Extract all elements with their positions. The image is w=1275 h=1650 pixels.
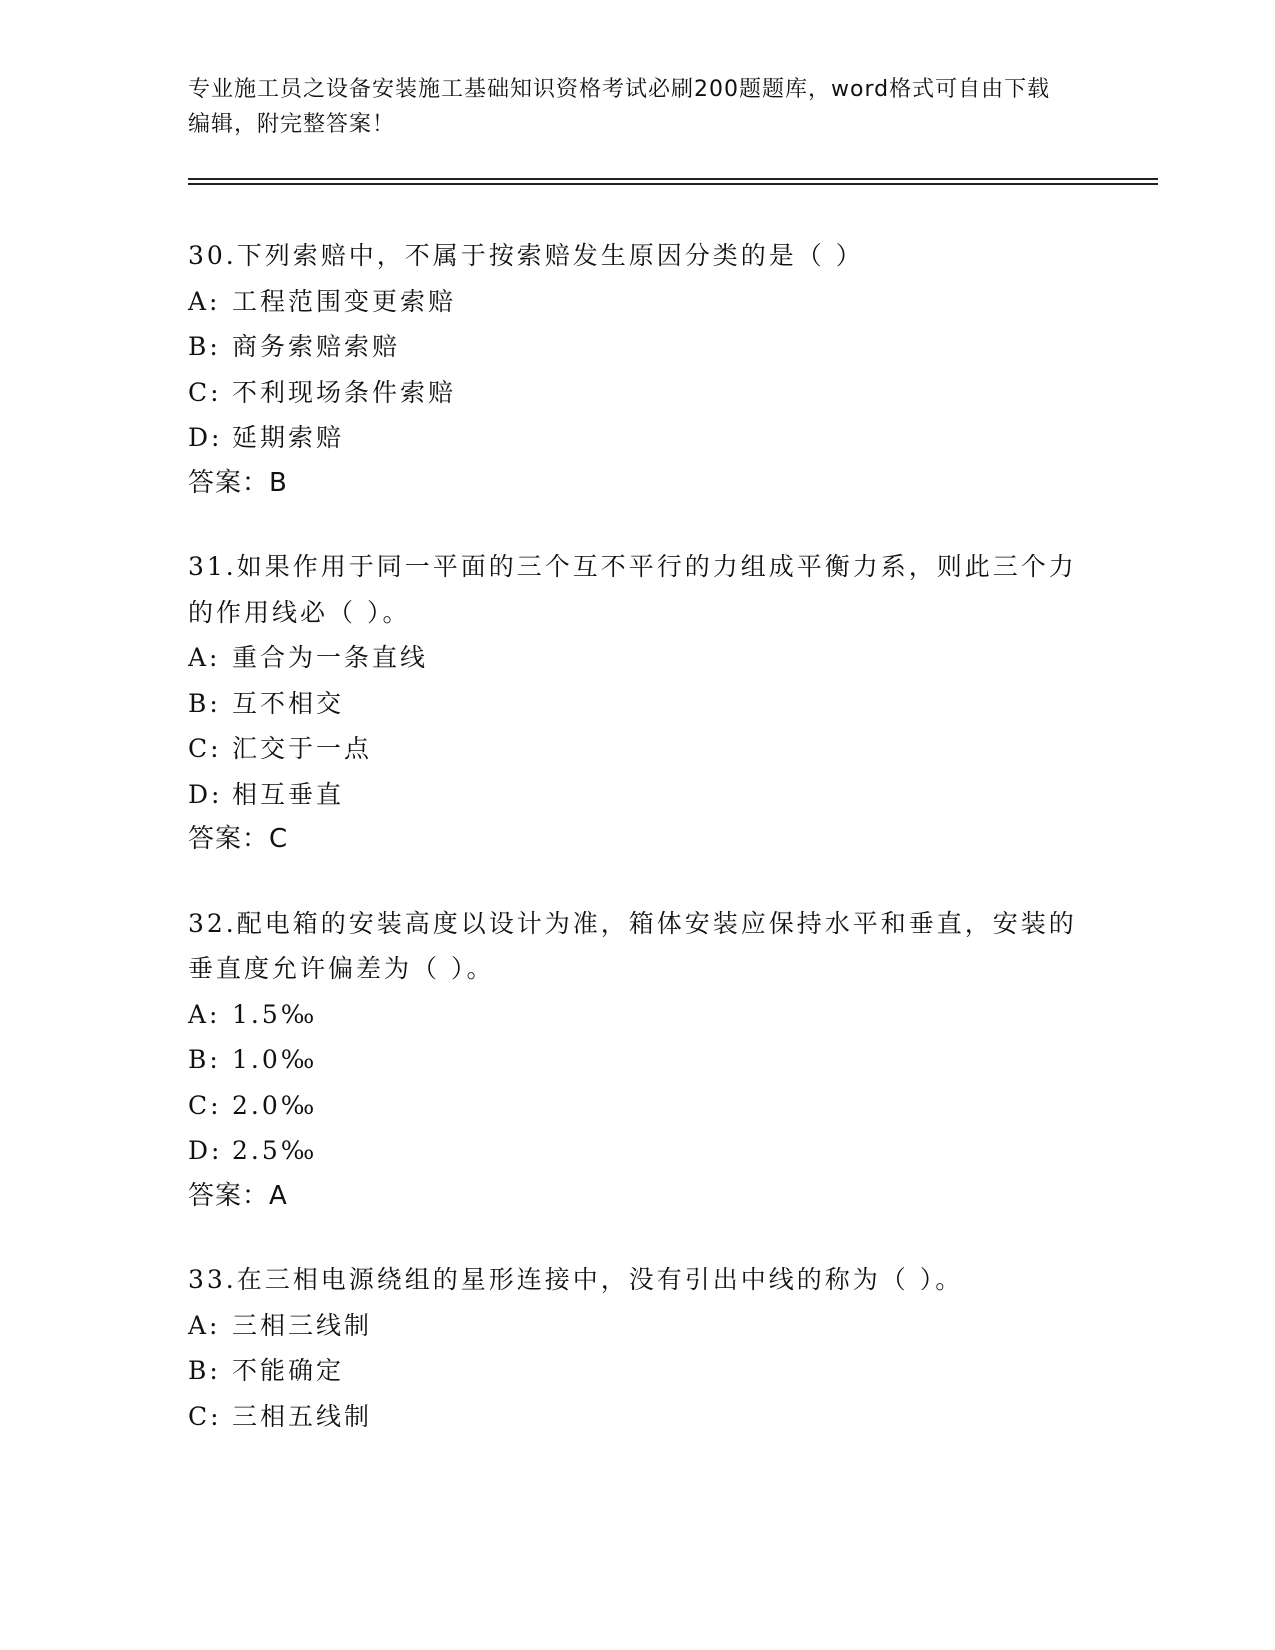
option-c [188,370,1088,416]
option-text: 1.5‰ [232,999,318,1029]
question-30 [188,233,1088,506]
option-key: A: [188,999,221,1029]
option-text: 三相五线制 [232,1401,373,1431]
option-text: 互不相交 [232,688,345,718]
option-text: 重合为一条直线 [232,643,429,672]
question-list [188,233,1088,1477]
option-text: 不利现场条件索赔 [232,377,457,407]
question-stem: 33.在三相电源绕组的星形连接中，没有引出中线的称为（ ）。 [188,1265,964,1294]
question-33 [188,1257,1088,1439]
option-c [188,1083,1088,1129]
option-text: 工程范围变更索赔 [232,286,457,316]
question-stem: 31.如果作用于同一平面的三个互不平行的力组成平衡力系，则此三个力的作用线必（ ）。 [188,552,1077,627]
option-text: 不能确定 [232,1356,345,1385]
option-c [188,726,1088,772]
option-b [188,324,1088,370]
option-key: C: [188,1401,222,1431]
option-key: B: [188,1356,221,1385]
option-key: C: [188,734,222,763]
option-text: 1.0‰ [232,1045,318,1074]
option-b [188,1348,1088,1394]
option-text: 2.5‰ [232,1136,318,1165]
answer-label: 答案：B [188,467,288,498]
option-d [188,1128,1088,1174]
header-rule-top [188,178,1158,180]
option-a [188,992,1088,1038]
option-d [188,415,1088,461]
option-key: A: [188,286,221,316]
option-key: D: [188,779,223,809]
question-31 [188,544,1088,863]
question-stem: 32.配电箱的安装高度以设计为准，箱体安装应保持水平和垂直，安装的垂直度允许偏差为（ ）。 [188,908,1077,983]
option-key: C: [188,377,222,407]
option-key: B: [188,1045,221,1074]
option-key: D: [188,423,223,452]
option-c [188,1394,1088,1440]
answer-label: 答案：A [188,1180,288,1211]
header-rule-bottom [188,183,1158,185]
option-text: 汇交于一点 [232,734,373,763]
option-text: 三相三线制 [232,1310,373,1340]
option-a [188,279,1088,325]
option-key: A: [188,643,221,672]
option-key: D: [188,1136,223,1165]
option-b [188,1037,1088,1083]
option-b [188,681,1088,727]
document-header-title: 专业施工员之设备安装施工基础知识资格考试必刷200题题库，word格式可自由下载编辑，附完整答案！ [188,77,1051,137]
option-key: B: [188,688,221,718]
option-d [188,772,1088,818]
option-a [188,635,1088,681]
option-key: A: [188,1310,221,1340]
option-text: 商务索赔索赔 [232,332,401,361]
option-text: 2.0‰ [232,1090,318,1120]
question-32 [188,901,1088,1220]
question-stem: 30.下列索赔中，不属于按索赔发生原因分类的是（ ） [188,241,864,270]
option-key: B: [188,332,221,361]
option-text: 延期索赔 [232,423,345,452]
option-text: 相互垂直 [232,779,345,809]
option-key: C: [188,1090,222,1120]
answer-label: 答案：C [188,824,289,854]
option-a [188,1303,1088,1349]
